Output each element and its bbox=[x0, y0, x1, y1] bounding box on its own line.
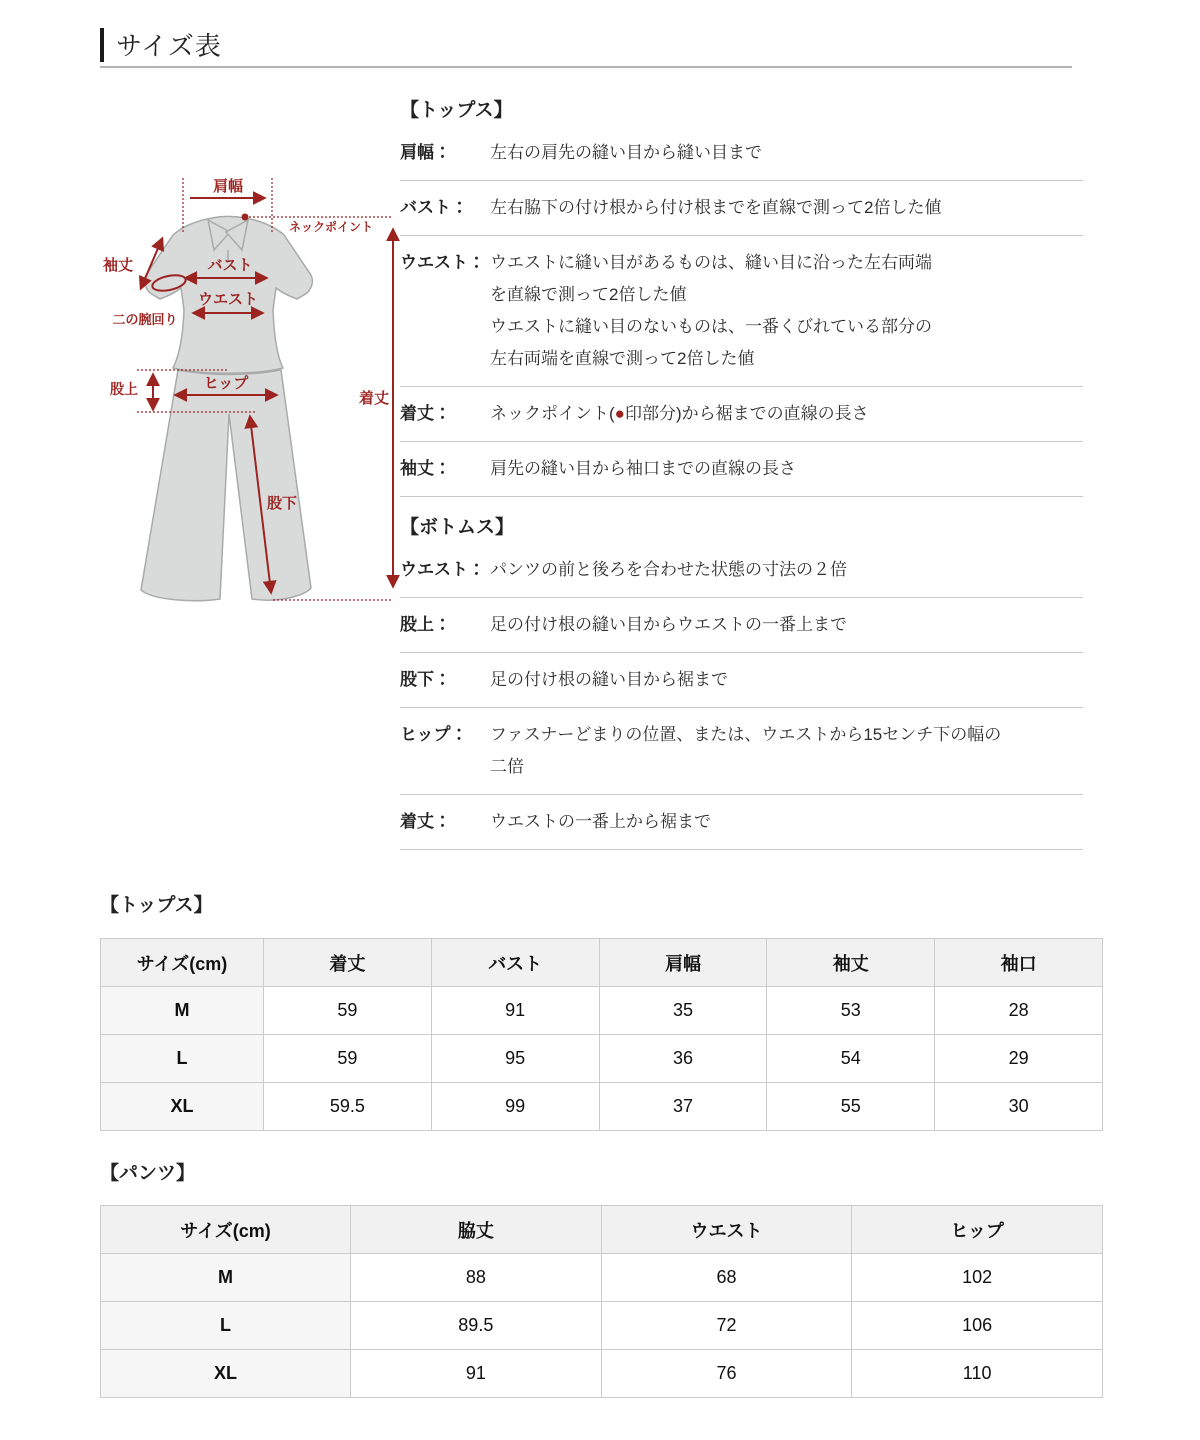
pants-size-table bbox=[100, 1205, 1103, 1398]
table-row bbox=[101, 1350, 1103, 1398]
value-cell: 28 bbox=[935, 987, 1103, 1035]
diagram-label-inseam: 股下 bbox=[266, 495, 298, 512]
definition-term: ウエスト： bbox=[400, 560, 485, 579]
table-header-cell: ウエスト bbox=[601, 1206, 852, 1254]
value-cell: 30 bbox=[935, 1083, 1103, 1131]
table-header-cell: 袖口 bbox=[935, 939, 1103, 987]
definition-line bbox=[490, 398, 1083, 430]
tops-table-heading: 【トップス】 bbox=[100, 895, 213, 916]
measurement-definitions bbox=[400, 96, 1083, 850]
value-cell: 102 bbox=[852, 1254, 1103, 1302]
diagram-label-sleeve-length: 袖丈 bbox=[102, 257, 134, 274]
definition-row-rise bbox=[400, 598, 1083, 653]
diagram-label-hip: ヒップ bbox=[203, 375, 249, 392]
definition-row-hip bbox=[400, 708, 1083, 795]
table-row bbox=[101, 1302, 1103, 1350]
table-header-row bbox=[101, 939, 1103, 987]
definition-text-segment: 印部分)から裾までの直線の長さ bbox=[624, 404, 869, 423]
table-header-cell: サイズ(cm) bbox=[101, 939, 264, 987]
value-cell: 59.5 bbox=[264, 1083, 432, 1131]
definition-description bbox=[490, 609, 1083, 641]
definition-description bbox=[490, 453, 1083, 485]
diagram-label-length: 着丈 bbox=[358, 390, 390, 407]
definition-line: パンツの前と後ろを合わせた状態の寸法の２倍 bbox=[490, 560, 847, 579]
value-cell: 55 bbox=[767, 1083, 935, 1131]
value-cell: 99 bbox=[431, 1083, 599, 1131]
definition-line: 左右両端を直線で測って2倍した値 bbox=[490, 349, 755, 368]
value-cell: 54 bbox=[767, 1035, 935, 1083]
neck-point-dot-glyph: ● bbox=[614, 404, 625, 423]
definition-description bbox=[490, 719, 1083, 783]
size-cell: M bbox=[101, 987, 264, 1035]
measurement-diagram bbox=[100, 160, 410, 640]
value-cell: 68 bbox=[601, 1254, 852, 1302]
definition-term: 股上： bbox=[400, 615, 451, 634]
value-cell: 110 bbox=[852, 1350, 1103, 1398]
definition-row-shoulder bbox=[400, 126, 1083, 181]
definition-term: 着丈： bbox=[400, 812, 451, 831]
definition-line: ウエストに縫い目があるものは、縫い目に沿った左右両端 bbox=[490, 253, 932, 272]
definition-description bbox=[490, 137, 1083, 169]
table-header-cell: サイズ(cm) bbox=[101, 1206, 351, 1254]
pants-table-heading: 【パンツ】 bbox=[100, 1163, 196, 1184]
title-accent-bar bbox=[100, 28, 104, 62]
diagram-label-waist: ウエスト bbox=[197, 291, 259, 308]
table-header-row bbox=[101, 1206, 1103, 1254]
header-divider bbox=[100, 66, 1072, 68]
diagram-label-neck-point: ネックポイント bbox=[288, 220, 374, 234]
value-cell: 106 bbox=[852, 1302, 1103, 1350]
definition-row-waist-bottom bbox=[400, 543, 1083, 598]
definition-term: バスト： bbox=[400, 198, 468, 217]
value-cell: 89.5 bbox=[351, 1302, 602, 1350]
table-header-cell: 着丈 bbox=[264, 939, 432, 987]
definition-row-inseam bbox=[400, 653, 1083, 708]
value-cell: 35 bbox=[599, 987, 767, 1035]
definition-row-bust bbox=[400, 181, 1083, 236]
definition-row-length-bottom bbox=[400, 795, 1083, 850]
definition-term: ウエスト： bbox=[400, 253, 485, 272]
tops-definitions-heading: 【トップス】 bbox=[400, 100, 513, 121]
definition-description bbox=[490, 554, 1083, 586]
value-cell: 37 bbox=[599, 1083, 767, 1131]
definition-term: 肩幅： bbox=[400, 143, 451, 162]
diagram-label-upper-arm: 二の腕回り bbox=[112, 312, 178, 327]
definition-text-segment: ネックポイント( bbox=[490, 404, 615, 423]
definition-line: 足の付け根の縫い目からウエストの一番上まで bbox=[490, 615, 847, 634]
value-cell: 91 bbox=[351, 1350, 602, 1398]
value-cell: 88 bbox=[351, 1254, 602, 1302]
tops-size-table bbox=[100, 938, 1103, 1131]
value-cell: 29 bbox=[935, 1035, 1103, 1083]
definition-description bbox=[490, 664, 1083, 696]
value-cell: 72 bbox=[601, 1302, 852, 1350]
page-title: サイズ表 bbox=[116, 31, 222, 61]
diagram-label-shoulder-width: 肩幅 bbox=[212, 178, 244, 195]
pants-silhouette bbox=[141, 370, 311, 601]
table-row bbox=[101, 987, 1103, 1035]
table-row bbox=[101, 1083, 1103, 1131]
value-cell: 91 bbox=[431, 987, 599, 1035]
definition-line: ウエストの一番上から裾まで bbox=[490, 812, 711, 831]
table-header-cell: バスト bbox=[431, 939, 599, 987]
definition-line: ファスナーどまりの位置、または、ウエストから15センチ下の幅の bbox=[490, 725, 1002, 744]
definition-line: 左右脇下の付け根から付け根までを直線で測って2倍した値 bbox=[490, 198, 942, 217]
bottoms-definitions-heading: 【ボトムス】 bbox=[400, 517, 515, 538]
table-row bbox=[101, 1254, 1103, 1302]
definition-term: 着丈： bbox=[400, 404, 451, 423]
table-header-cell: 肩幅 bbox=[599, 939, 767, 987]
size-cell: L bbox=[101, 1302, 351, 1350]
diagram-label-bust: バスト bbox=[207, 257, 253, 274]
size-cell: XL bbox=[101, 1083, 264, 1131]
value-cell: 59 bbox=[264, 987, 432, 1035]
definition-description bbox=[490, 192, 1083, 224]
table-header-cell: 脇丈 bbox=[351, 1206, 602, 1254]
neck-point-dot bbox=[242, 214, 249, 221]
table-row bbox=[101, 1035, 1103, 1083]
value-cell: 53 bbox=[767, 987, 935, 1035]
diagram-label-rise: 股上 bbox=[110, 381, 138, 397]
definition-term: 袖丈： bbox=[400, 459, 451, 478]
definition-line: 足の付け根の縫い目から裾まで bbox=[490, 670, 728, 689]
definition-line: 左右の肩先の縫い目から縫い目まで bbox=[490, 143, 762, 162]
page-header bbox=[100, 26, 222, 63]
definition-description bbox=[490, 398, 1083, 430]
size-cell: L bbox=[101, 1035, 264, 1083]
definition-row-waist-top bbox=[400, 236, 1083, 387]
definition-row-sleeve bbox=[400, 442, 1083, 497]
value-cell: 76 bbox=[601, 1350, 852, 1398]
definition-line: を直線で測って2倍した値 bbox=[490, 285, 687, 304]
table-header-cell: ヒップ bbox=[852, 1206, 1103, 1254]
value-cell: 59 bbox=[264, 1035, 432, 1083]
table-header-cell: 袖丈 bbox=[767, 939, 935, 987]
definition-line: ウエストに縫い目のないものは、一番くびれている部分の bbox=[490, 317, 932, 336]
definition-description bbox=[490, 806, 1083, 838]
definition-description bbox=[490, 247, 1083, 375]
definition-row-length-top bbox=[400, 387, 1083, 442]
value-cell: 36 bbox=[599, 1035, 767, 1083]
garment-diagram-svg bbox=[100, 160, 410, 640]
definition-term: ヒップ： bbox=[400, 725, 468, 744]
size-cell: XL bbox=[101, 1350, 351, 1398]
size-cell: M bbox=[101, 1254, 351, 1302]
definition-line: 二倍 bbox=[490, 757, 524, 776]
value-cell: 95 bbox=[431, 1035, 599, 1083]
definition-term: 股下： bbox=[400, 670, 451, 689]
definition-line: 肩先の縫い目から袖口までの直線の長さ bbox=[490, 459, 796, 478]
